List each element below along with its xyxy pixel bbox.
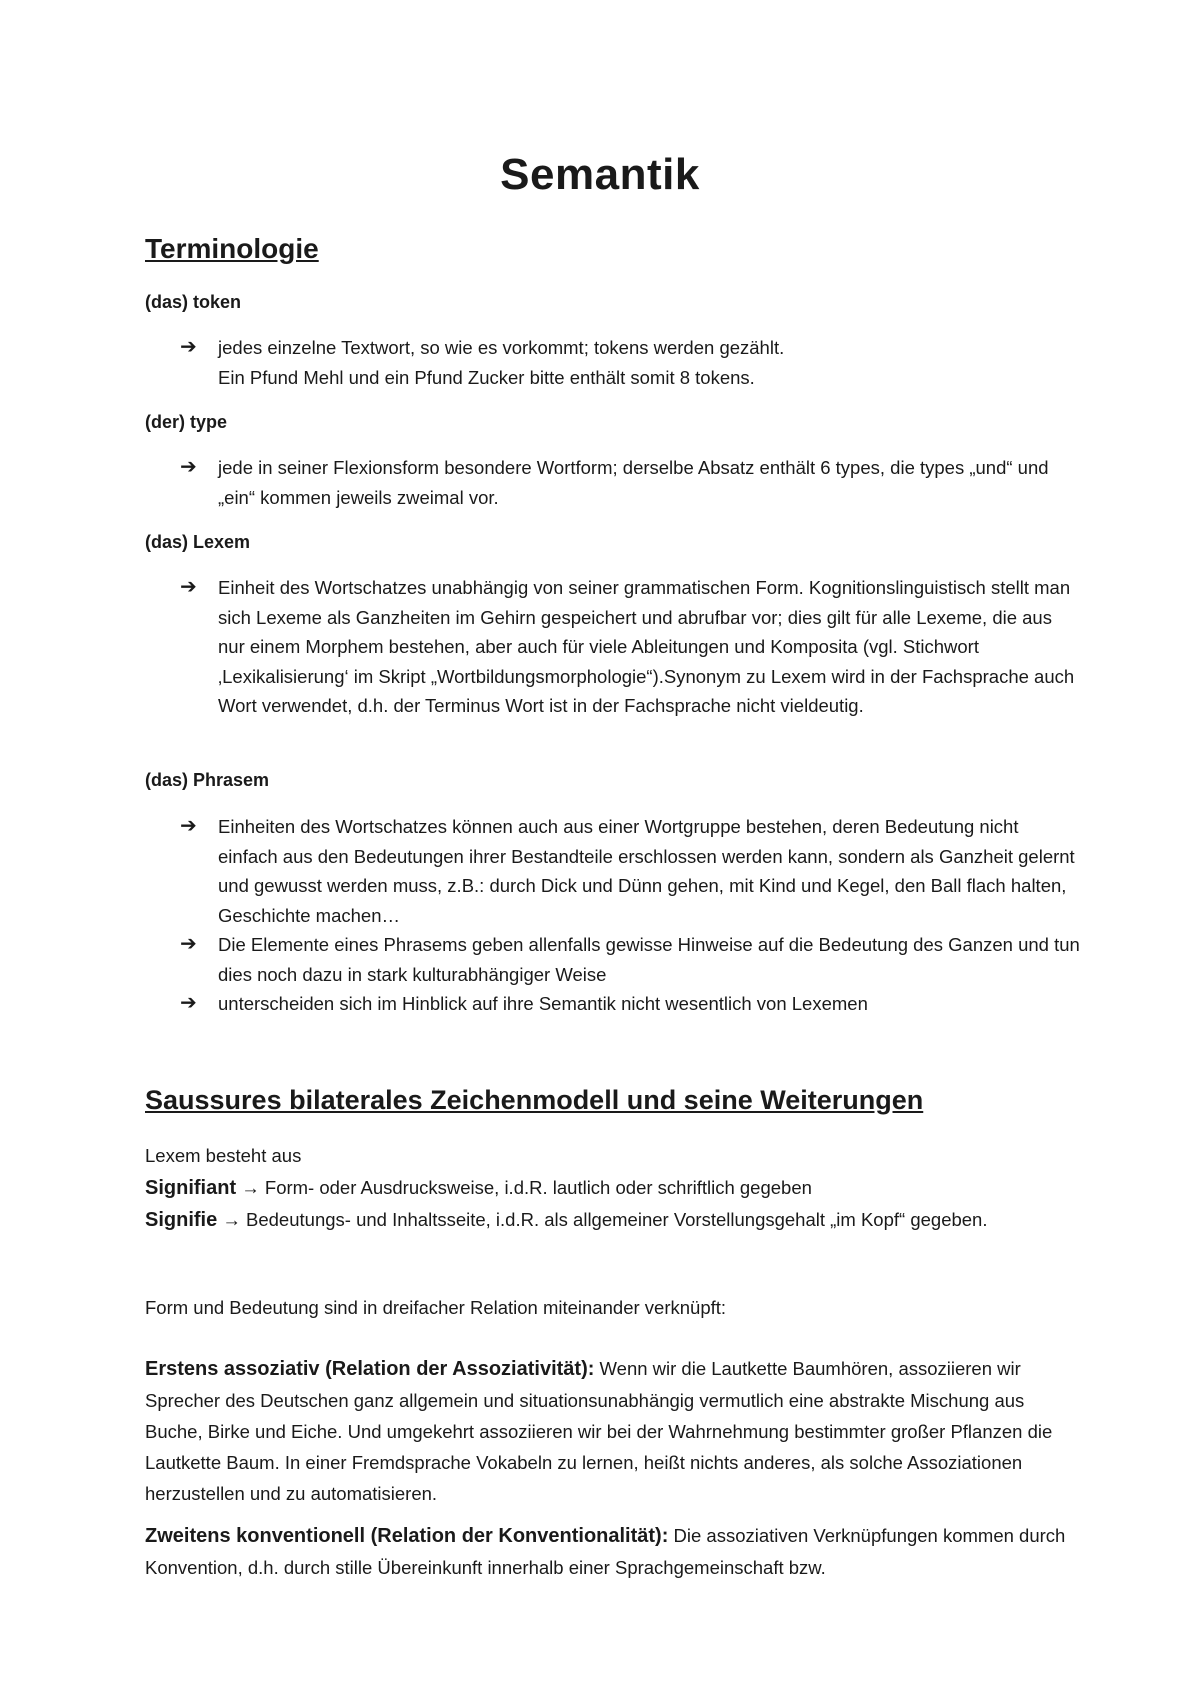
bullet-type <box>180 453 1080 512</box>
arrow-right-icon: → <box>241 1177 260 1198</box>
section-heading-terminologie: Terminologie <box>145 233 319 264</box>
signifie-label: Signifie <box>145 1209 218 1231</box>
bullet-phrasem-1 <box>180 812 1080 930</box>
signifie-text: Bedeutungs- und Inhaltsseite, i.d.R. als allgemeiner Vorstellungsgehalt „im Kopf“ gegeben. <box>246 1209 988 1230</box>
bullet-text: jede in seiner Flexionsform besondere Wortform; derselbe Absatz enthält 6 types, die types „und“ und „ein“ kommen jeweils zweimal vor. <box>218 457 1049 508</box>
bullet-lexem <box>180 573 1080 721</box>
bullet-text: Die Elemente eines Phrasems geben allenfalls gewisse Hinweise auf die Bedeutung des Ganzen und tun dies noch dazu in stark kulturabhängiger Weise <box>218 934 1080 985</box>
bullet-text: unterscheiden sich im Hinblick auf ihre Semantik nicht wesentlich von Lexemen <box>218 993 868 1014</box>
term-type: (der) type <box>145 412 228 432</box>
bullet-text: Einheiten des Wortschatzes können auch aus einer Wortgruppe bestehen, deren Bedeutung nicht einfach aus den Bedeutungen ihrer Bestandteile erschlossen werden kann, sondern als Ganzheit gelernt und gewusst werden muss, z.B.: durch Dick und Dünn gehen, mit Kind und Kegel, den Ball flach halten, Geschichte machen… <box>218 816 1075 926</box>
arrow-right-icon: ➔ <box>180 456 197 478</box>
arrow-right-icon: ➔ <box>180 933 197 955</box>
term-phrasem: (das) Phrasem <box>145 770 270 790</box>
erstens-label: Erstens assoziativ (Relation der Assoziativität): <box>145 1358 595 1380</box>
arrow-right-icon: ➔ <box>180 992 197 1014</box>
bullet-text: Ein Pfund Mehl und ein Pfund Zucker bitte enthält somit 8 tokens. <box>218 366 755 388</box>
term-lexem: (das) Lexem <box>145 532 251 552</box>
zweitens-label: Zweitens konventionell (Relation der Konventionalität): <box>145 1525 669 1547</box>
intro-text: Lexem besteht aus <box>145 1145 302 1166</box>
relation-intro: Form und Bedeutung sind in dreifacher Relation miteinander verknüpft: <box>145 1297 727 1318</box>
bullet-token <box>180 333 1080 392</box>
bullet-phrasem-3 <box>180 989 1080 1019</box>
erstens-text: Wenn wir die Lautkette Baumhören, assoziieren wir Sprecher des Deutschen ganz allgemein und situationsunabhängig vermutlich eine abstrakte Mischung aus Buche, Birke und Eiche. Und umgekehrt assoziieren wir bei der Wahrnehmung bestimmter großer Pflanzen die Lautkette Baum. In einer Fremdsprache Vokabeln zu lernen, heißt nichts anderes, als solche Assoziationen herzustellen und zu automatisieren. <box>145 1358 1053 1504</box>
zweitens-paragraph <box>145 1520 1070 1583</box>
bullet-text: Einheit des Wortschatzes unabhängig von seiner grammatischen Form. Kognitionslinguistisch stellt man sich Lexeme als Ganzheiten im Gehirn gespeichert und abrufbar vor; dies gilt für alle Lexeme, die aus nur einem Morphem bestehen, aber auch für viele Ableitungen und Komposita (vgl. Stichwort ‚Lexikalisierung‘ im Skript „Wortbildungsmorphologie“).Synonym zu Lexem wird in der Fachsprache auch Wort verwendet, d.h. der Terminus Wort ist in der Fachsprache nicht vieldeutig. <box>218 577 1075 716</box>
signifiant-line <box>145 1172 1070 1204</box>
signifiant-text: Form- oder Ausdrucksweise, i.d.R. lautlich oder schriftlich gegeben <box>264 1177 812 1198</box>
zweitens-text: Die assoziativen Verknüpfungen kommen durch Konvention, d.h. durch stille Übereinkunft innerhalb einer Sprachgemeinschaft bzw. <box>145 1525 1066 1578</box>
bullet-text: jedes einzelne Textwort, so wie es vorkommt; tokens werden gezählt. <box>218 337 785 358</box>
page-title: Semantik <box>500 150 700 199</box>
signifiant-label: Signifiant <box>145 1177 237 1199</box>
signifie-line <box>145 1204 1070 1236</box>
term-token: (das) token <box>145 292 242 312</box>
arrow-right-icon: ➔ <box>180 815 197 837</box>
arrow-right-icon: → <box>222 1209 241 1230</box>
arrow-right-icon: ➔ <box>180 576 197 598</box>
section-heading-saussure: Saussures bilaterales Zeichenmodell und seine Weiterungen <box>145 1085 924 1115</box>
erstens-paragraph <box>145 1353 1070 1509</box>
bullet-phrasem-2 <box>180 930 1080 989</box>
arrow-right-icon: ➔ <box>180 336 197 358</box>
